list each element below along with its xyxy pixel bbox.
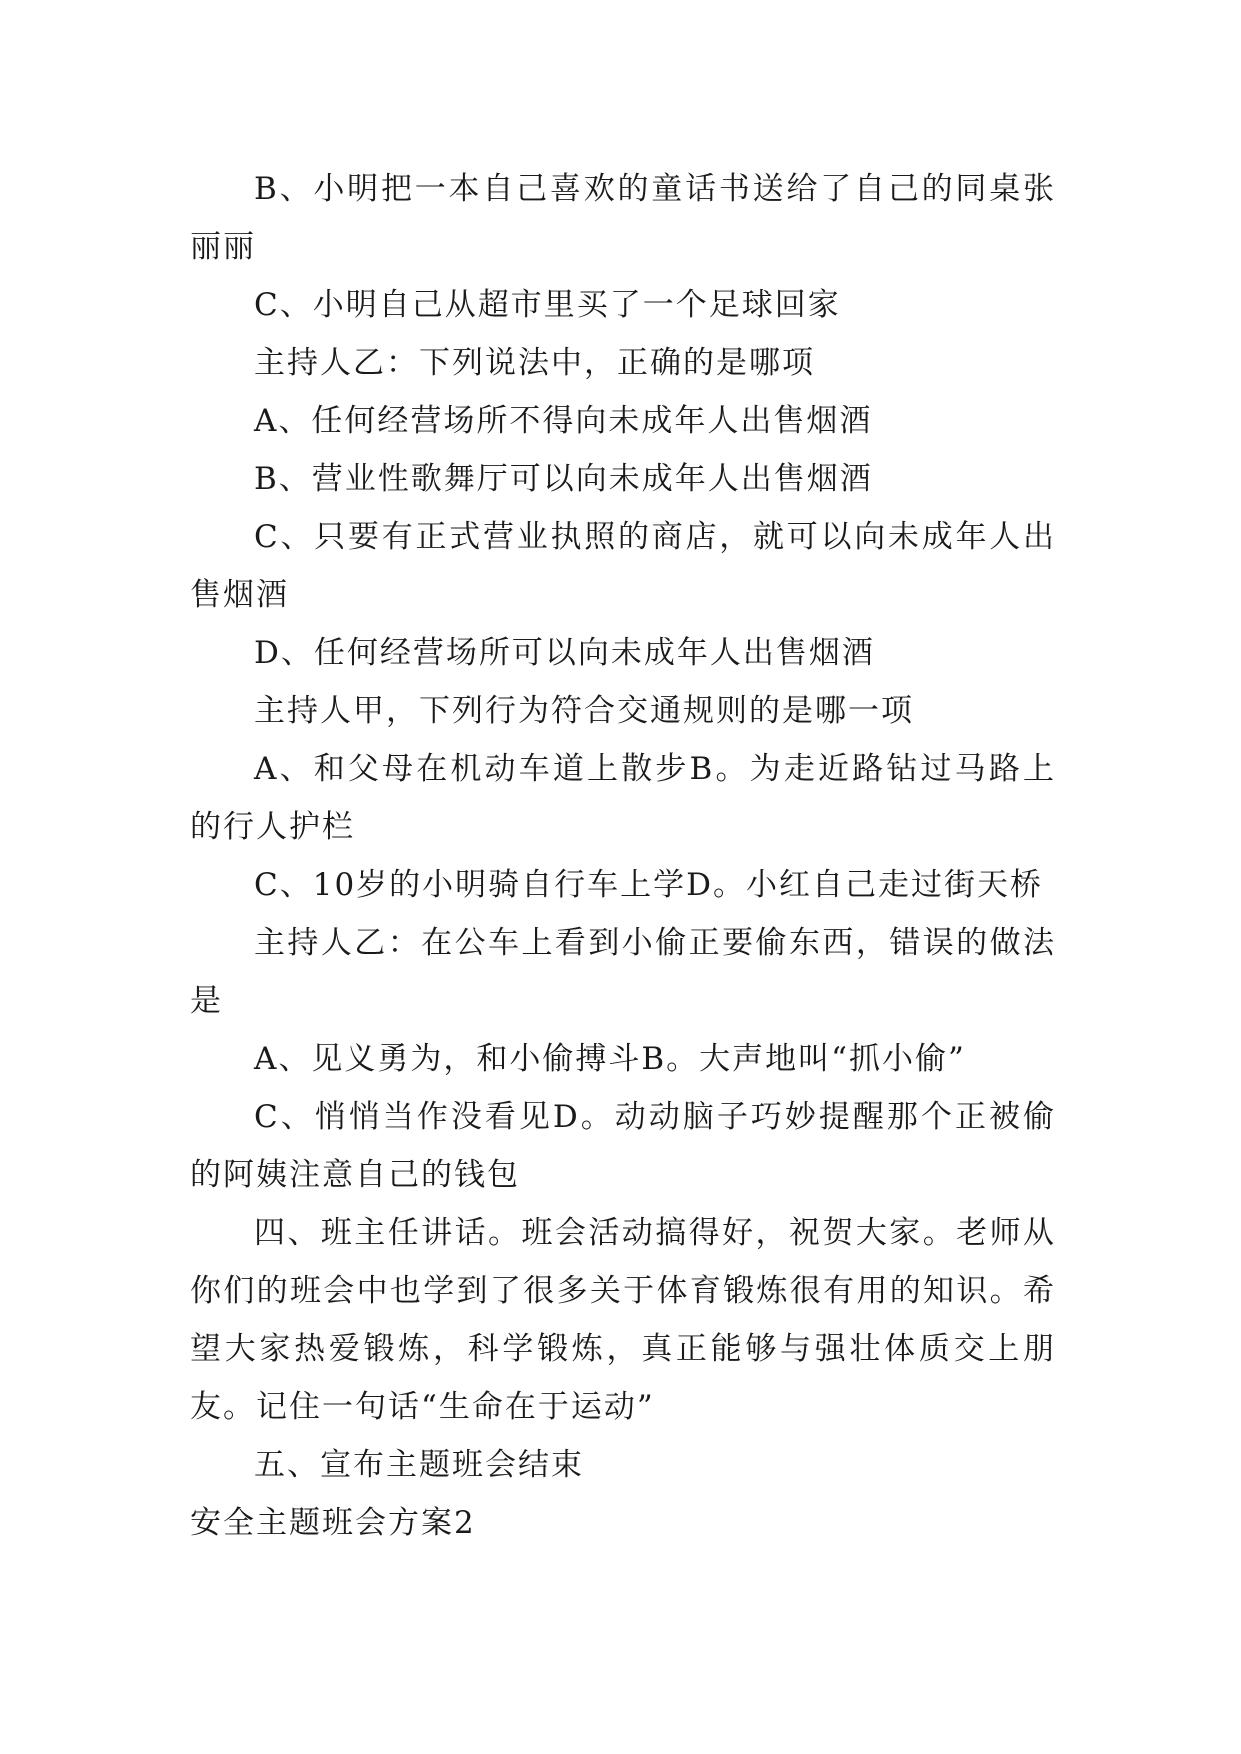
- teacher-speech: 四、班主任讲话。班会活动搞得好，祝贺大家。老师从你们的班会中也学到了很多关于体育锻炼很有用的知识。希望大家热爱锻炼，科学锻炼，真正能够与强壮体质交上朋友。记住一句话“生命在于运动”: [190, 1215, 1056, 1425]
- host-a-question-traffic: 主持人甲，下列行为符合交通规则的是哪一项: [254, 693, 914, 729]
- host-b-question-thief: 主持人乙：在公车上看到小偷正要偷东西，错误的做法是: [190, 925, 1056, 1019]
- option-b-tobacco: B、营业性歌舞厅可以向未成年人出售烟酒: [254, 461, 873, 497]
- section-heading: 安全主题班会方案2: [190, 1505, 476, 1541]
- document-body: [190, 160, 1056, 1552]
- option-cd-traffic: C、10岁的小明骑自行车上学D。小红自己走过街天桥: [254, 867, 1044, 903]
- option-d-tobacco: D、任何经营场所可以向未成年人出售烟酒: [254, 635, 875, 671]
- option-ab-traffic: A、和父母在机动车道上散步B。为走近路钻过马路上的行人护栏: [190, 751, 1056, 845]
- option-b-storybook: B、小明把一本自己喜欢的童话书送给了自己的同桌张丽丽: [190, 171, 1056, 265]
- closing-announcement: 五、宣布主题班会结束: [254, 1447, 584, 1483]
- option-cd-thief: C、悄悄当作没看见D。动动脑子巧妙提醒那个正被偷的阿姨注意自己的钱包: [190, 1099, 1056, 1193]
- option-c-football: C、小明自己从超市里买了一个足球回家: [254, 287, 841, 323]
- host-b-question-tobacco: 主持人乙：下列说法中，正确的是哪项: [254, 345, 815, 381]
- option-c-tobacco: C、只要有正式营业执照的商店，就可以向未成年人出售烟酒: [190, 519, 1056, 613]
- option-a-tobacco: A、任何经营场所不得向未成年人出售烟酒: [254, 403, 873, 439]
- option-ab-thief: A、见义勇为，和小偷搏斗B。大声地叫“抓小偷”: [254, 1041, 966, 1077]
